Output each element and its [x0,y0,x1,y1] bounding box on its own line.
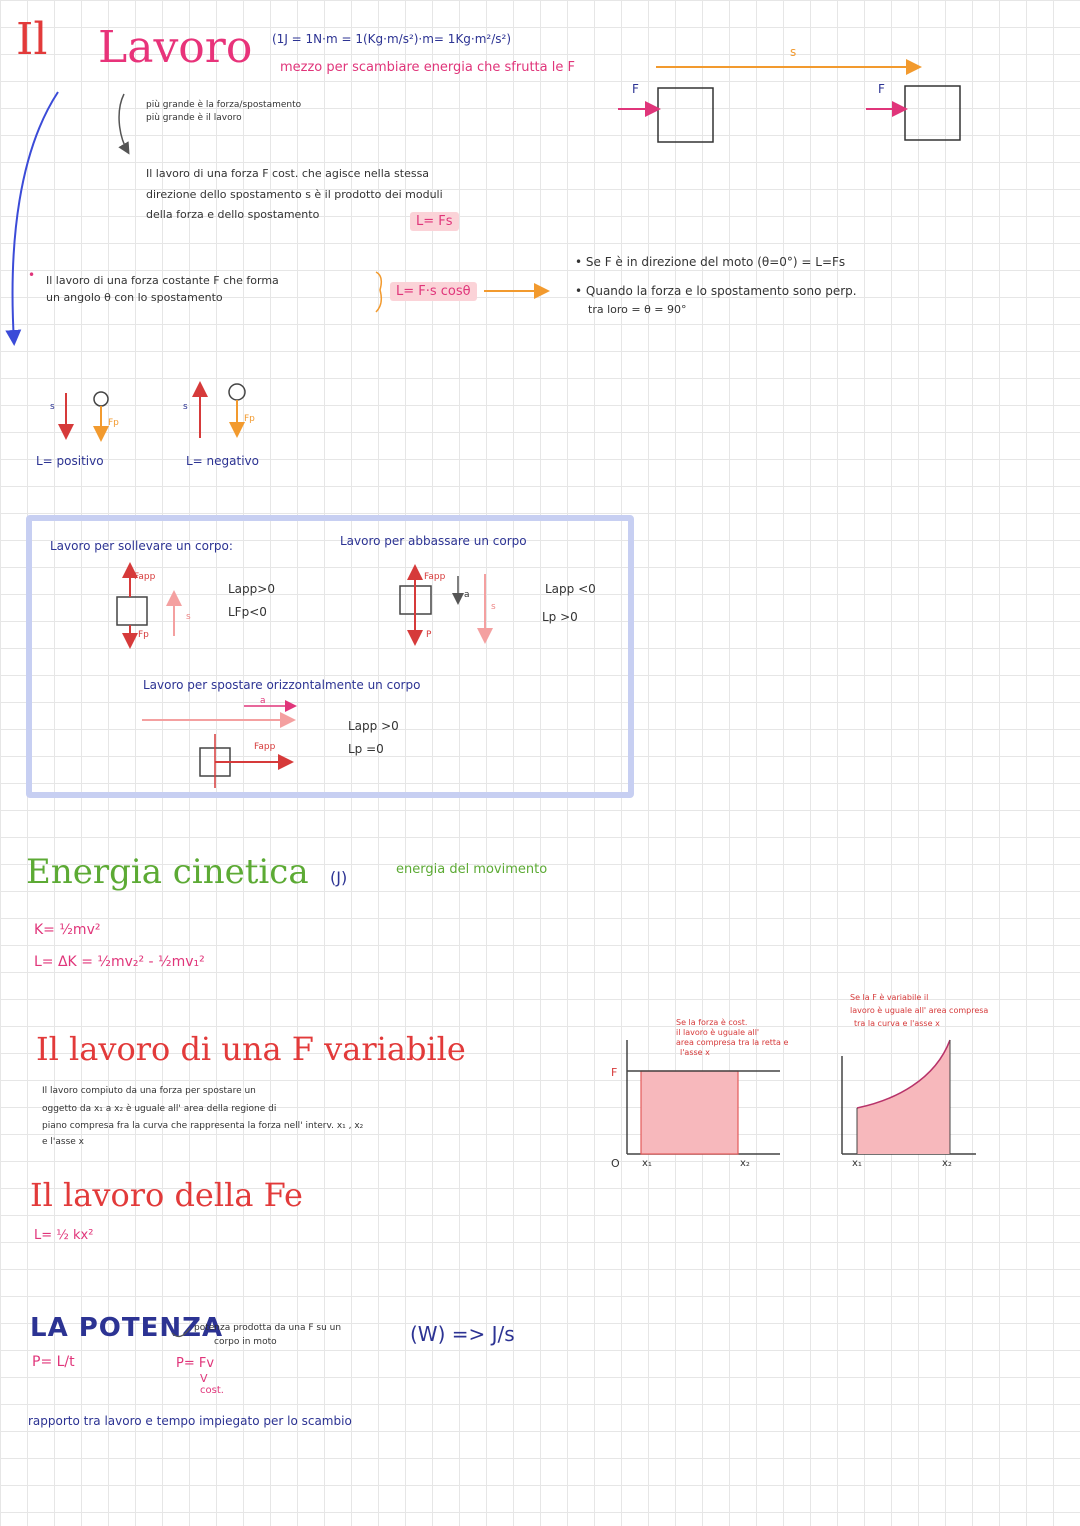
diagram-f-label-left: F [632,82,639,96]
power-cost-note: cost. [200,1385,224,1396]
power-definition: rapporto tra lavoro e tempo impiegato per lo scambio [28,1414,352,1428]
horiz-title: Lavoro per spostare orizzontalmente un corpo [143,678,421,692]
kinetic-unit: (J) [330,868,348,887]
graph1-origin: O [611,1157,620,1170]
positive-label: L= positivo [36,454,104,468]
power-unit: (W) => J/s [410,1322,515,1346]
graph2-note1: Se la F è variabile il [850,993,929,1002]
block-right [905,86,960,140]
definition-line3: della forza e dello spostamento [146,208,320,221]
power-note-arrow [172,1328,190,1337]
angle-case1: • Se F è in direzione del moto (θ=0°) = L=Fs [575,255,846,269]
lower-s: s [491,602,496,612]
graph2-x2: x₂ [942,1158,952,1169]
power-formula-p: P= L/t [32,1354,75,1370]
horiz-a: a [260,696,266,706]
graph2-note3: tra la curva e l'asse x [854,1019,940,1028]
kinetic-formula2: L= ΔK = ½mv₂² - ½mv₁² [34,954,205,970]
s-label-1: s [50,402,55,412]
diagram-f-label-right: F [878,82,885,96]
graph2-area [857,1040,950,1154]
graph1-x1: x₁ [642,1158,652,1169]
kinetic-formula1: K= ½mv² [34,922,101,938]
angle-line1: Il lavoro di una forza costante F che forma [46,274,279,287]
kinetic-desc: energia del movimento [396,862,548,877]
lower-lp: Lp >0 [542,610,578,624]
diagram-s-label: s [790,45,797,59]
definition-line1: Il lavoro di una forza F cost. che agisce nella stessa [146,167,430,180]
raise-lfp: LFp<0 [228,605,267,619]
formula-l-fs: L= Fs [410,212,459,231]
horiz-fapp: Fapp [254,742,276,752]
formula-fscos: L= F·s cosθ [390,282,477,301]
negative-label: L= negativo [186,454,259,468]
mass-2 [229,384,245,400]
mass-1 [94,392,108,406]
graph1-note2: il lavoro è uguale all' [676,1028,760,1037]
lower-fapp: Fapp [424,572,446,582]
variable-text-line4: e l'asse x [42,1137,84,1147]
s-label-2: s [183,402,188,412]
graph1-x2: x₂ [740,1158,750,1169]
definition-line2: direzione dello spostamento s è il prodotto dei moduli [146,188,443,201]
variable-text-line3: piano compresa fra la curva che rappresenta la forza nell' interv. x₁ , x₂ [42,1121,364,1131]
title-il: Il [16,14,48,65]
power-v-note: V [200,1372,208,1385]
power-note-line2: corpo in moto [214,1337,277,1347]
horiz-lp: Lp =0 [348,742,384,756]
horiz-lapp: Lapp >0 [348,719,399,733]
elastic-formula: L= ½ kx² [34,1228,94,1243]
kinetic-title: Energia cinetica [26,852,309,892]
bullet-dot: • [28,268,36,282]
variable-force-title: Il lavoro di una F variabile [36,1030,466,1068]
lower-p: P [426,630,432,640]
angle-bracket [376,272,381,312]
power-note-line1: potenza prodotta da una F su un [194,1323,342,1333]
note-line1: più grande è la forza/spostamento [146,100,302,110]
raise-title: Lavoro per sollevare un corpo: [50,539,233,553]
title-lavoro: Lavoro [98,22,253,73]
units-formula: (1J = 1N·m = 1(Kg·m/s²)·m= 1Kg·m²/s²) [272,32,512,46]
block-left [658,88,713,142]
graph1-note1: Se la forza è cost. [676,1018,748,1027]
power-title: LA POTENZA [30,1313,224,1343]
elastic-title: Il lavoro della Fe [30,1176,303,1214]
variable-text-line1: Il lavoro compiuto da una forza per spostare un [42,1086,256,1096]
raise-block [117,597,147,625]
graph1-area [641,1071,738,1154]
note-line2: più grande è il lavoro [146,113,242,123]
graph1-note3: area compresa tra la retta e [676,1038,789,1047]
graph1-f-label: F [611,1066,618,1079]
angle-line2: un angolo θ con lo spostamento [46,291,223,304]
power-formula-fv: P= Fv [176,1356,215,1371]
fp-label-1: Fp [108,418,119,428]
left-curve-arrow [13,92,58,342]
angle-case2b: tra loro = θ = 90° [588,303,687,316]
raise-fp: Fp [138,630,149,640]
raise-lapp: Lapp>0 [228,582,275,596]
lower-title: Lavoro per abbassare un corpo [340,534,527,548]
lower-a: a [464,590,470,600]
graph2-note2: lavoro è uguale all' area compresa [850,1006,989,1015]
variable-text-line2: oggetto da x₁ a x₂ è uguale all' area della regione di [42,1104,277,1114]
graph2-x1: x₁ [852,1158,862,1169]
angle-case2: • Quando la forza e lo spostamento sono perp. [575,284,857,298]
raise-s: s [186,612,191,622]
title-note-arrow [119,94,128,152]
fp-label-2: Fp [244,414,255,424]
raise-fapp: Fapp [134,572,156,582]
subtitle: mezzo per scambiare energia che sfrutta le F [280,60,575,75]
graph1-note4: l'asse x [680,1048,710,1057]
lower-lapp: Lapp <0 [545,582,596,596]
